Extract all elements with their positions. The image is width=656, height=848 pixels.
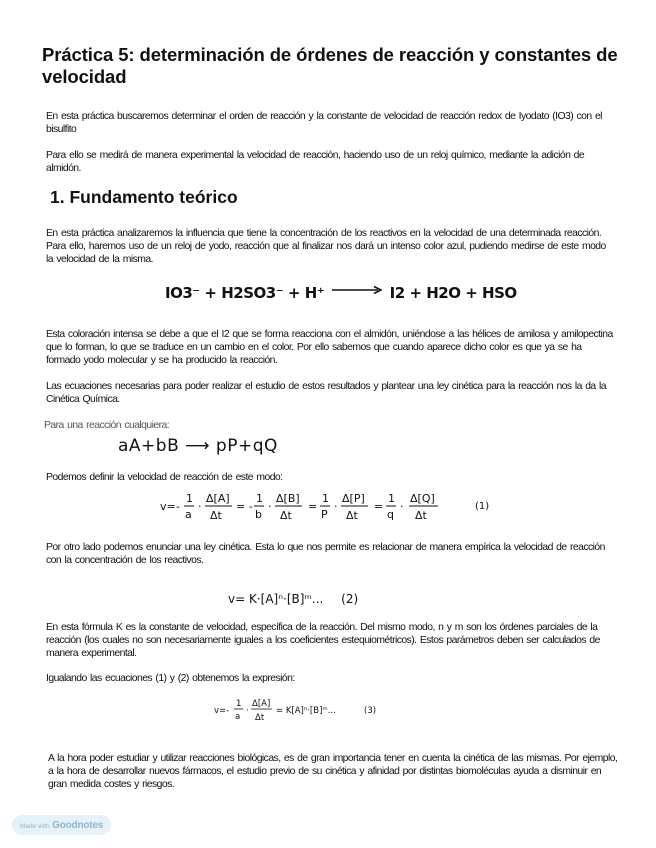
svg-text:Δ[Q]: Δ[Q] — [410, 492, 435, 505]
svg-text:Δt: Δt — [415, 509, 427, 522]
plus-sign: + — [287, 284, 300, 302]
svg-text:=: = — [374, 500, 384, 513]
plus-sign: + — [409, 284, 422, 302]
reaction-arrow-icon — [332, 280, 382, 298]
paragraph-rate-definition: Podemos definir la velocidad de reacción de este modo: — [46, 472, 283, 483]
svg-text:·: · — [198, 500, 202, 513]
svg-text:q: q — [387, 508, 394, 521]
main-reaction-equation — [165, 284, 517, 302]
generic-reaction: aA+bB ⟶ pP+qQ — [118, 436, 278, 456]
svg-text:·: · — [400, 500, 404, 513]
section-heading: 1. Fundamento teórico — [50, 187, 238, 207]
paragraph-biological: A la hora poder estudiar y utilizar reacciones biológicas, es de gran importancia tener en cuenta la cinética de las mismas. Por ejemplo, a la hora de desarrollar nuevos fármacos, el estudio previo de su cinética y afinidad por distintas biomoléculas ayuda a disminuir en gran medida costes y riesgos. — [48, 753, 618, 791]
equation-3-label: (3) — [364, 706, 377, 716]
page-title: Práctica 5: determinación de órdenes de reacción y constantes de velocidad — [42, 44, 618, 87]
paragraph-formula-explanation: En esta fórmula K es la constante de velocidad, específica de la reacción. Del mismo modo, n y m son los órdenes parciales de la reacción (los cuales no son necesariamente iguales a los coeficientes estequiométricos). Estos parámetros deben ser calculados de manera experimental. — [46, 622, 600, 660]
intro-paragraph-2: Para ello se medirá de manera experimental la velocidad de reacción, haciendo uso de un reloj químico, mediante la adición de almidón. — [46, 150, 585, 175]
svg-text:1: 1 — [388, 492, 395, 505]
reactant-proton: H⁺ — [304, 284, 325, 302]
badge-prefix: Made with — [20, 823, 50, 830]
svg-text:= -: = - — [236, 500, 253, 513]
svg-text:1: 1 — [186, 492, 193, 505]
paragraph-generic-intro: Para una reacción cualquiera: — [44, 420, 170, 431]
svg-text:= K[A]ⁿ·[B]ᵐ...: = K[A]ⁿ·[B]ᵐ... — [276, 706, 336, 716]
equation-2-label: (2) — [341, 592, 359, 606]
svg-text:v=-: v=- — [214, 706, 230, 716]
svg-text:Δ[P]: Δ[P] — [342, 492, 365, 505]
svg-text:a: a — [235, 712, 241, 722]
rate-law-expression: v= K·[A]ⁿ·[B]ᵐ... — [228, 592, 324, 606]
svg-text:Δ[B]: Δ[B] — [276, 492, 300, 505]
plus-sign: + — [204, 284, 217, 302]
svg-text:a: a — [185, 508, 192, 521]
paragraph-equating: Igualando las ecuaciones (1) y (2) obtenemos la expresión: — [46, 673, 295, 684]
made-with-goodnotes-badge — [12, 815, 111, 835]
intro-paragraph-1: En esta práctica buscaremos determinar el orden de reacción y la constante de velocidad de reacción redox de Iyodato (IO3) con el bisulfito — [46, 111, 602, 136]
svg-text:·: · — [246, 706, 249, 716]
rate-equation-1 — [160, 488, 500, 526]
combined-equation-3 — [214, 694, 394, 726]
svg-text:Δ[A]: Δ[A] — [252, 699, 271, 709]
svg-text:1: 1 — [256, 492, 263, 505]
product-water: H2O — [426, 284, 461, 302]
svg-text:b: b — [255, 508, 262, 521]
reactant-iodate: IO3⁻ — [165, 284, 200, 302]
paragraph-kinetic-law: Por otro lado podemos enunciar una ley cinética. Esta lo que nos permite es relacionar de manera empírica la velocidad de reacción con la concentración de los reactivos. — [46, 542, 605, 567]
svg-text:·: · — [268, 500, 272, 513]
equation-1-label: (1) — [475, 501, 490, 512]
svg-text:Δt: Δt — [210, 509, 222, 522]
rate-law-equation-2 — [228, 592, 358, 606]
svg-text:P: P — [321, 508, 328, 521]
svg-text:Δt: Δt — [346, 509, 358, 522]
product-iodine: I2 — [389, 284, 405, 302]
product-hso: HSO — [482, 284, 517, 302]
badge-brand: Goodnotes — [52, 820, 104, 831]
svg-text:Δt: Δt — [280, 509, 292, 522]
paragraph-influence: En esta práctica analizaremos la influencia que tiene la concentración de los reactivos en la velocidad de una determinada reacción. Para ello, haremos uso de un reloj de yodo, reacción que al finalizar nos dará un intenso color azul, pudiendo medirse de este modo la velocidad de la misma. — [46, 228, 606, 266]
svg-text:-: - — [176, 500, 180, 513]
svg-text:v=: v= — [160, 500, 176, 513]
paragraph-equations: Las ecuaciones necesarias para poder realizar el estudio de estos resultados y plantear una ley cinética para la reacción nos la da la Cinética Química. — [46, 381, 606, 406]
svg-text:Δ[A]: Δ[A] — [206, 492, 230, 505]
svg-text:Δt: Δt — [255, 713, 265, 723]
reactant-bisulfite: H2SO3⁻ — [221, 284, 284, 302]
svg-text:·: · — [334, 500, 338, 513]
paragraph-coloration: Esta coloración intensa se debe a que el I2 que se forma reacciona con el almidón, uniéndose a las hélices de amilosa y amilopectina que lo forman, lo que se traduce en un cambio en el color. Por ello sabemos que cuando aparece dicho color es que ya se ha formado yodo molecular y se ha producido la reacción. — [46, 329, 613, 367]
svg-text:1: 1 — [322, 492, 329, 505]
svg-text:=: = — [308, 500, 318, 513]
svg-text:1: 1 — [236, 699, 242, 709]
plus-sign: + — [465, 284, 478, 302]
